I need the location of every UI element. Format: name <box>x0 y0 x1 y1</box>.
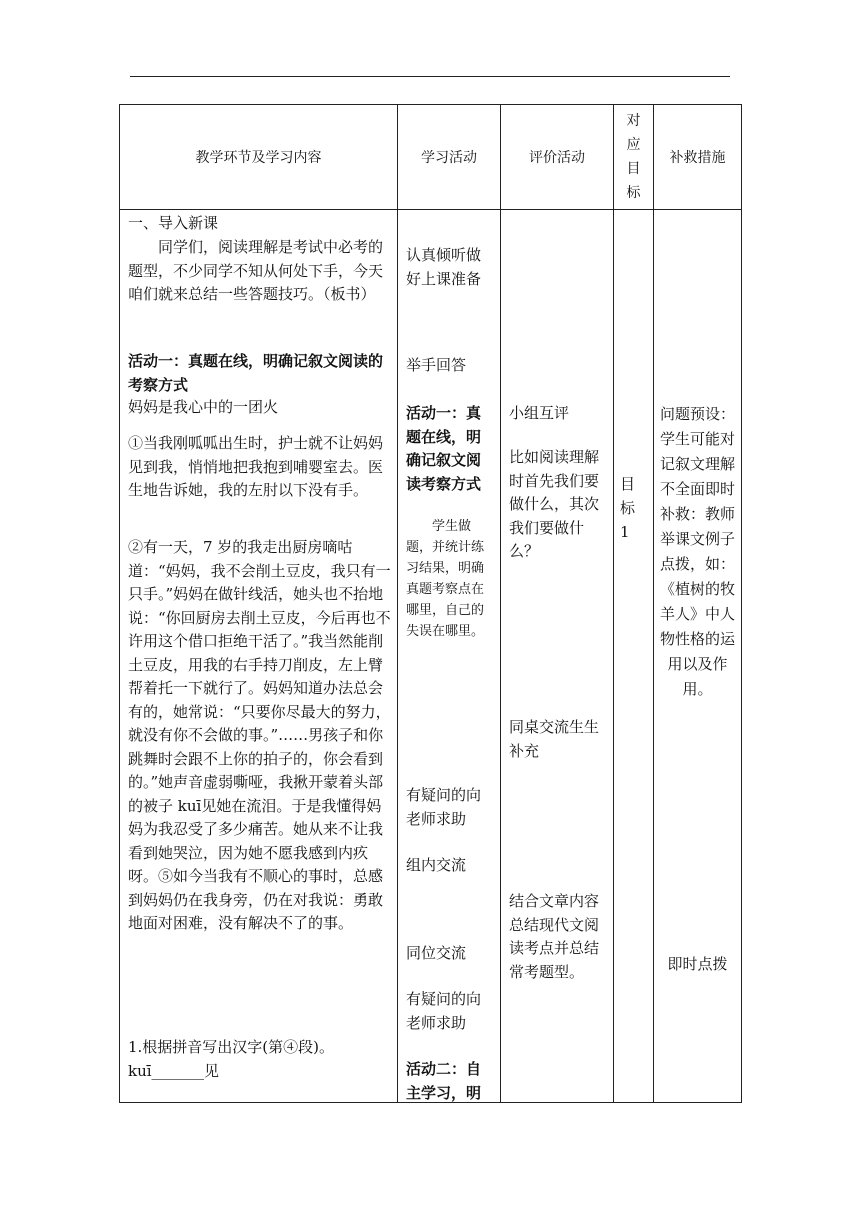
question-1: 1.根据拼音写出汉字(第④段)。 <box>128 1038 335 1056</box>
header-objective-col <box>614 105 654 210</box>
activity1-title: 活动一：真题在线，明确记叙文阅读的考察方式 <box>128 352 384 394</box>
evaluation-question: 比如阅读理解时首先我们要做什么，其次我们要做什么？ <box>509 448 600 560</box>
header-learning-col: 学习活动 <box>398 105 501 210</box>
question-1-blank: kuī_______见 <box>128 1062 220 1080</box>
evaluation-peer-review: 小组互评 <box>509 404 570 422</box>
header-remedy-col: 补救措施 <box>654 105 742 210</box>
paragraph-2: ②有一天，7 岁的我走出厨房嘀咕道：“妈妈，我不会削土豆皮，我只有一只手。”妈妈在做针线活，她头也不抬地说：“你回厨房去削土豆皮，今后再也不许用这个借口拒绝干活了。”我当然能削土豆皮，用我的右手持刀削皮，左上臂帮着托一下就行了。妈妈知道办法总会有的，她常说：“只要你尽最大的努力，就没有你不会做的事。”……男孩子和你跳舞时会跟不上你的拍子的，你会看到的。”她声音虚弱嘶哑，我揪开蒙着头部的被子 kuī见她在流泪。于是我懂得妈妈为我忍受了多少痛苦。她从来不让我看到她哭泣，因为她不愿我感到内疚呀。⑤如今当我有不顺心的事时，总感到妈妈仍在我身旁，仍在对我说：勇敢地面对困难，没有解决不了的事。 <box>128 538 391 932</box>
evaluation-cell <box>501 210 614 1103</box>
learning-ask-teacher: 有疑问的向老师求助 <box>406 786 482 828</box>
evaluation-summary: 结合文章内容总结现代文阅读考点并总结常考题型。 <box>509 892 600 981</box>
learning-activity2-title: 活动二：自主学习，明 <box>406 1060 482 1102</box>
learning-listen: 认真倾听做好上课准备 <box>406 246 482 288</box>
evaluation-desk-exchange: 同桌交流生生补充 <box>509 718 600 760</box>
objective-label: 目标1 <box>620 475 636 541</box>
header-rule <box>130 76 730 77</box>
learning-group-discuss: 组内交流 <box>406 856 467 874</box>
intro-title: 一、导入新课 <box>128 214 219 232</box>
lesson-plan-table <box>119 104 742 1103</box>
passage-title: 妈妈是我心中的一团火 <box>128 398 279 416</box>
learning-activity1-text: 学生做题，并统计练习结果，明确真题考察点在哪里，自己的失误在哪里。 <box>406 519 485 639</box>
intro-text: 同学们，阅读理解是考试中必考的题型，不少同学不知从何处下手，今天咱们就来总结一些答题技巧。（板书） <box>128 238 384 303</box>
header-content-col: 教学环节及学习内容 <box>120 105 398 210</box>
objective-cell <box>614 210 654 1103</box>
learning-ask-teacher-2: 有疑问的向老师求助 <box>406 990 482 1032</box>
learning-answer: 举手回答 <box>406 356 467 374</box>
remedy-preset: 问题预设：学生可能对记叙文理解不全面即时补救：教师举课文例子点拨，如：《植树的牧羊人》中人物性格的运用以及作用。 <box>660 405 736 698</box>
header-evaluation-col: 评价活动 <box>501 105 614 210</box>
header-objective-label: 对应目标 <box>626 113 641 201</box>
table-body-row <box>120 210 742 1103</box>
remedy-cell <box>654 210 742 1103</box>
remedy-instant: 即时点拨 <box>667 955 728 973</box>
learning-pair-discuss: 同位交流 <box>406 944 467 962</box>
learning-cell <box>398 210 501 1103</box>
paragraph-1: ①当我刚呱呱出生时，护士就不让妈妈见到我，悄悄地把我抱到哺婴室去。医生地告诉她，我的左肘以下没有手。 <box>128 434 384 499</box>
content-cell <box>120 210 398 1103</box>
table-header-row <box>120 105 742 210</box>
learning-activity1-title: 活动一：真题在线，明确记叙文阅读考察方式 <box>406 404 482 493</box>
